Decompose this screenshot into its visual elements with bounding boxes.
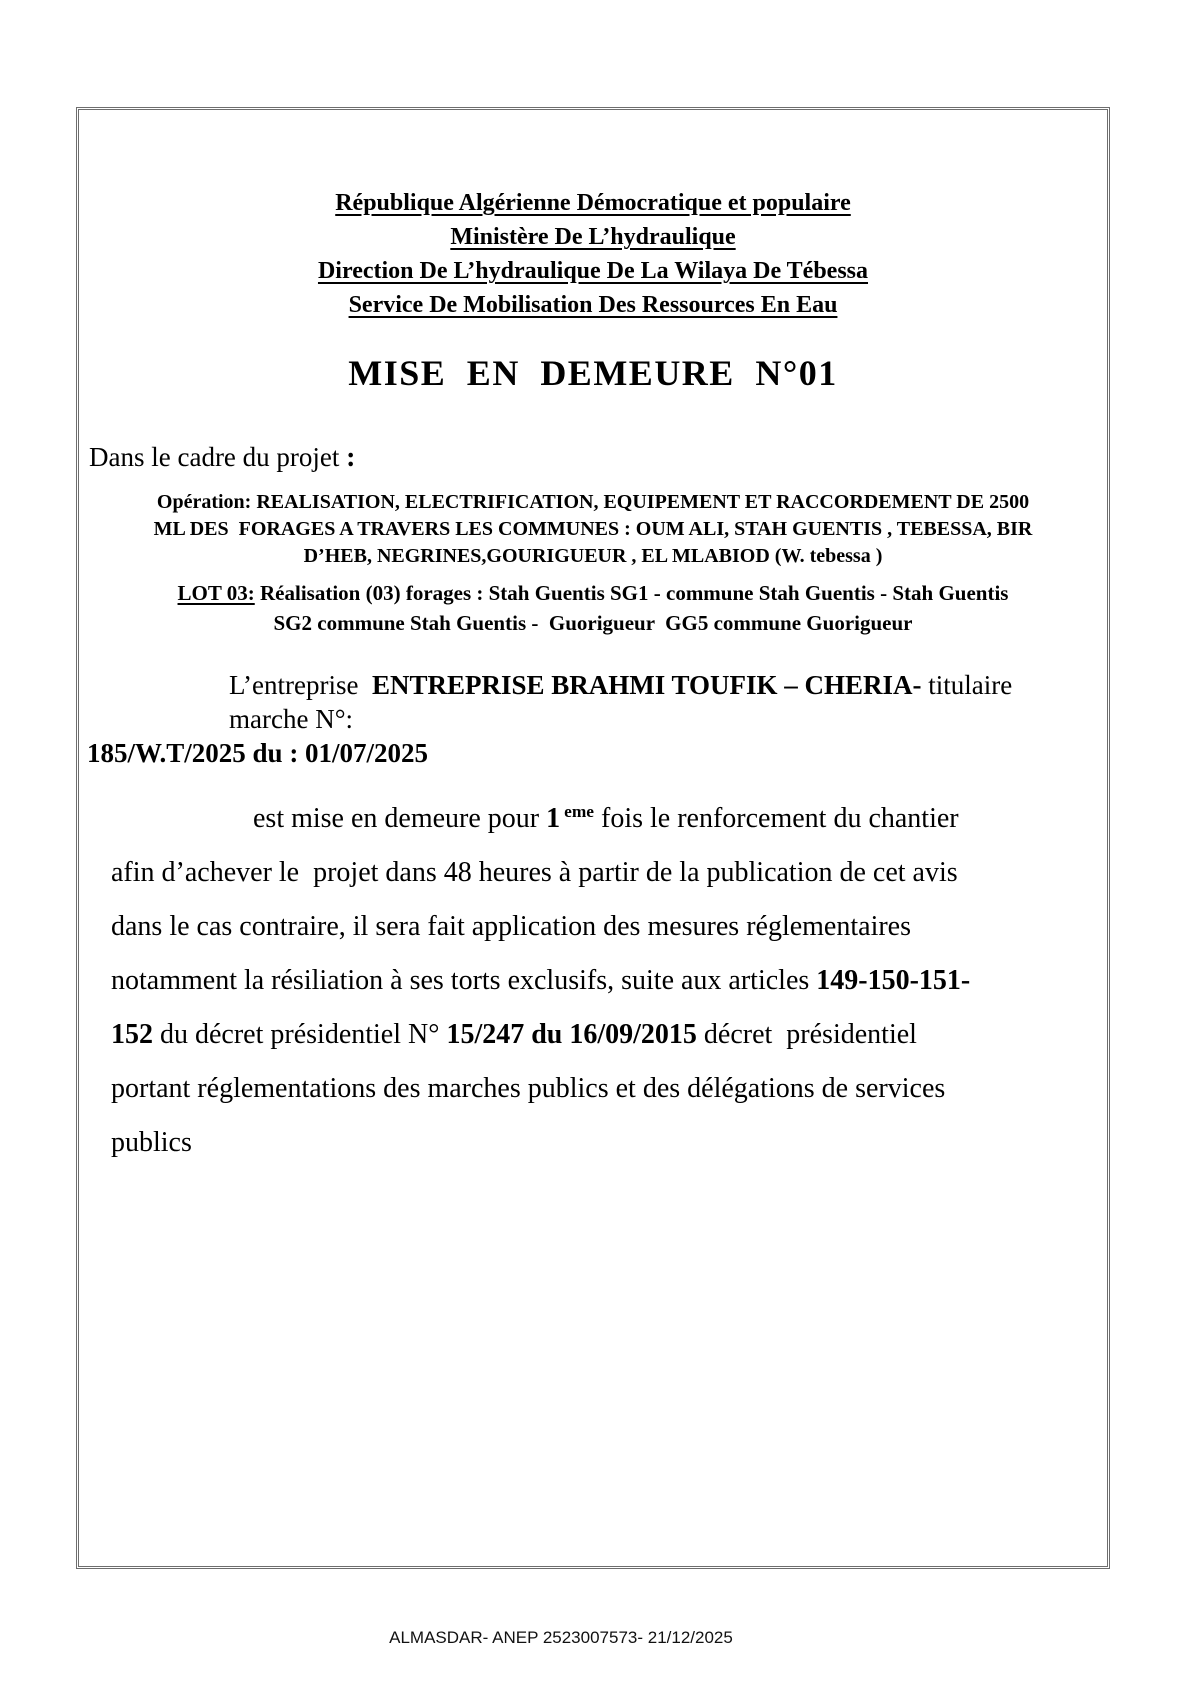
header-line-service	[79, 288, 1107, 322]
entreprise-line-2	[87, 736, 1087, 770]
body-line-1-rest: fois le renforcement du chantier	[594, 803, 959, 834]
entreprise-line-1	[87, 668, 1087, 736]
body-line-3: dans le cas contraire, il sera fait application des mesures réglementaires	[111, 911, 911, 942]
body-paragraph	[111, 792, 1037, 1170]
ordinal-superscript: eme	[564, 801, 594, 821]
body-line-5-text: du décret présidentiel N°	[153, 1019, 447, 1050]
entreprise-name: ENTREPRISE BRAHMI TOUFIK – CHERIA-	[371, 670, 922, 700]
body-line-6: portant réglementations des marches publics et des délégations de services	[111, 1073, 946, 1104]
document-border-frame	[76, 107, 1110, 1569]
header-line-republic	[79, 186, 1107, 220]
body-line-1	[111, 792, 1037, 846]
entreprise-titulaire-text: titulaire marche N°:	[229, 670, 1020, 734]
lot-paragraph	[79, 578, 1107, 638]
lot-line-2: SG2 commune Stah Guentis - Guorigueur GG5 commune Guorigueur	[273, 611, 913, 635]
entreprise-intro-text: L’entreprise	[229, 670, 372, 700]
header-line-direction	[79, 254, 1107, 288]
intro-line	[89, 440, 1107, 475]
lot-line-1-text: Réalisation (03) forages : Stah Guentis SG1 - commune Stah Guentis - Stah Guentis	[254, 581, 1009, 605]
mise-en-demeure-count: 1	[546, 803, 561, 834]
lot-label: LOT 03:	[177, 581, 255, 605]
body-line-1-text: est mise en demeure pour	[253, 803, 547, 834]
body-line-4	[111, 954, 1037, 1008]
document-header	[79, 186, 1107, 322]
lot-line-1	[79, 578, 1107, 608]
page-title: MISE EN DEMEURE N°01	[348, 353, 838, 393]
body-line-4-text: notamment la résiliation à ses torts exclusifs, suite aux articles	[111, 965, 817, 996]
operation-line-2: ML DES FORAGES A TRAVERS LES COMMUNES : OUM ALI, STAH GUENTIS , TEBESSA, BIR	[153, 518, 1033, 540]
header-line-ministry-text: Ministère De L’hydraulique	[450, 224, 736, 250]
header-line-service-text: Service De Mobilisation Des Ressources En Eau	[348, 292, 838, 318]
body-line-5-rest: décret présidentiel	[696, 1019, 917, 1050]
decree-reference: 15/247 du 16/09/2015	[446, 1019, 697, 1050]
body-line-7: publics	[111, 1127, 192, 1158]
publication-footer: ALMASDAR- ANEP 2523007573- 21/12/2025	[389, 1628, 733, 1647]
operation-line-3: D’HEB, NEGRINES,GOURIGUEUR , EL MLABIOD (W. tebessa )	[303, 545, 883, 567]
body-line-2: afin d’achever le projet dans 48 heures à partir de la publication de cet avis	[111, 857, 958, 888]
intro-text: Dans le cadre du projet	[89, 442, 347, 472]
contract-number: 185/W.T/2025 du : 01/07/2025	[87, 738, 429, 768]
header-line-ministry	[79, 220, 1107, 254]
articles-numbers-part2: 152	[111, 1019, 153, 1050]
intro-colon: :	[346, 442, 356, 473]
articles-numbers-part1: 149-150-151-	[816, 965, 971, 996]
header-line-direction-text: Direction De L’hydraulique De La Wilaya De Tébessa	[317, 258, 869, 284]
operation-line-1: Opération: REALISATION, ELECTRIFICATION, EQUIPEMENT ET RACCORDEMENT DE 2500	[156, 491, 1030, 513]
header-line-republic-text: République Algérienne Démocratique et populaire	[335, 190, 851, 216]
body-line-5	[111, 1008, 1037, 1062]
operation-paragraph	[79, 489, 1107, 570]
entreprise-paragraph	[87, 668, 1087, 770]
